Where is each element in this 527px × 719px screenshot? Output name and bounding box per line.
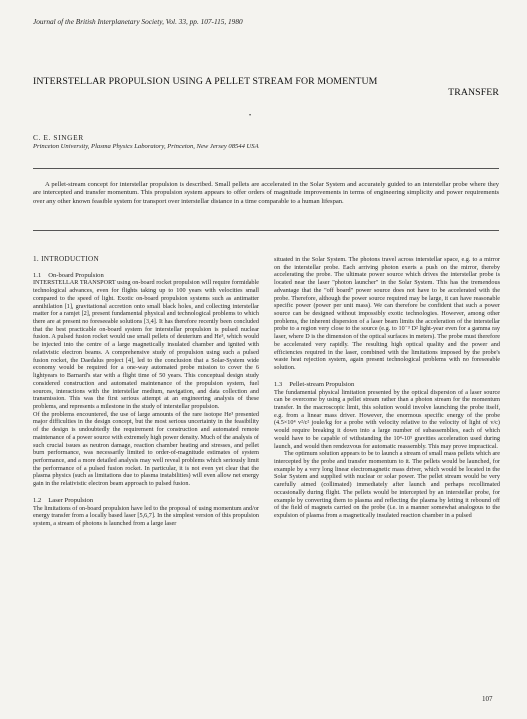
title-ornament: • [249, 113, 252, 119]
abstract-bottom-rule [33, 230, 499, 231]
subsection-heading [33, 497, 259, 505]
subsection-number: 1.3 [274, 380, 283, 388]
subsection-heading [33, 272, 259, 280]
paragraph: The fundamental physical limitation presented by the optical dispersion of a laser source can be overcome by using a pellet stream rather than a photon stream for the momentum transfer. In the macroscopic limit, this solution would involve launching the probe itself, e.g. from a linear mass driver. However, the enormous specific energy of the probe (4.5×10⁴ v²/c² joule/kg for a probe with velocity relative to the velocity of light of v/c) would require breaking it down into a large number of subassemblies, each of which would have to be capable of withstanding the 10⁴-10⁵ gravities acceleration used during launch, and would then rendezvous for automatic reassembly. This may prove impractical. [274, 388, 500, 450]
subsection-title: Laser Propulsion [48, 496, 94, 504]
left-column [33, 256, 259, 528]
journal-header: Journal of the British Interplanetary Society, Vol. 33, pp. 107-115, 1980 [33, 17, 243, 26]
subsection-number: 1.2 [33, 496, 42, 504]
title-line-1: INTERSTELLAR PROPULSION USING A PELLET STREAM FOR MOMENTUM [33, 76, 378, 87]
title-line-2: TRANSFER [448, 87, 499, 99]
abstract-top-rule [33, 168, 499, 169]
article-title [33, 76, 499, 98]
right-column [274, 256, 500, 520]
subsection-number: 1.1 [33, 271, 42, 279]
subsection-title: Pellet-stream Propulsion [289, 380, 355, 388]
paragraph: Of the problems encountered, the use of large amounts of the rare isotope He³ presented major difficulties in the design concept, but the most serious uncertainty in the feasibility of the design is undoubtedly the requirement for construction and automated remote maintenance of a power source with extremely high power density. Much of the analysis of such crucial issues as neutron damage, reaction chamber heating and stresses, and pellet burn performance, was necessarily limited to order-of-magnitude estimates of system performance, and a more detailed analysis may well reveal problems which seriously limit the performance of a pulsed fusion rocket. In particular, it is not even yet clear that the plasma physics (such as limitations due to plasma instabilities) will even allow net energy gain in the relativistic electron beam approach to pulsed fusion. [33, 410, 259, 488]
paragraph: The optimum solution appears to be to launch a stream of small mass pellets which are intercepted by the probe and transfer momentum to it. The pellets would be launched, for example by a very long linear electromagnetic mass driver, which would be located in the Solar System and supplied with nuclear or solar power. The pellet stream would be very carefully aimed (collimated) immediately after launch and perhaps recollimated occasionally during flight. The pellets would be intercepted by an interstellar probe, for example by converting them to plasma and reflecting the plasma by letting it rebound off of the field of magnets carried on the probe (i.e. in a manner somewhat analogous to the expulsion of plasma from a magnetically insulated reaction chamber in a pulsed [274, 450, 500, 519]
author-affiliation: Princeton University, Plasma Physics Laboratory, Princeton, New Jersey 08544 USA [33, 143, 259, 150]
author-name: C. E. SINGER [33, 133, 84, 142]
section-heading: 1. INTRODUCTION [33, 255, 99, 263]
abstract: A pellet-stream concept for interstellar propulsion is described. Small pellets are accelerated in the Solar System and accurately guided to an interstellar probe where they are intercepted and transfer momentum. This propulsion system appears to offer orders of magnitude improvements in terms of engineering simplicity and power requirements over any other known feasible system for transport over interstellar distance in a time comparable to a human lifespan. [33, 180, 499, 205]
paragraph: INTERSTELLAR TRANSPORT using on-board rocket propulsion will require formidable technological advances, even for flights taking up to 100 years with velocities small compared to the speed of light. Exotic on-board propulsion systems such as antimatter annihilation [1], gravitational accretion onto small black holes, and collecting interstellar matter for a ramjet [2], present fundamental physical and technological problems to which there are at present no foreseeable solutions [3,4]. It has therefore recently been concluded that the best practicable on-board system for interstellar propulsion is pulsed nuclear fusion. A pulsed fusion rocket would use small pellets of deuterium and He³, which would be injected into the centre of a large magnetically insulated chamber and ignited with relativistic electron beams. A comprehensive study of propulsion using such a pulsed fusion rocket, the Daedalus project [4], led to the conclusion that a Solar-System wide economy would be required for a one-way automated probe mission to cover the 6 lightyears to Barnard's star with a flight time of 50 years. This conceptual design study considered construction and automated maintenance of the propulsion system, fuel sources, interactions with the interstellar medium, navigation, and data collection and transmission. This was the first serious attempt at an engineering analysis of these problems, and represents a milestone in the study of interstellar propulsion. [33, 279, 259, 410]
page-number: 107 [482, 695, 493, 703]
spacer [33, 488, 259, 497]
subsection-title: On-board Propulsion [48, 271, 104, 279]
paragraph: The limitations of on-board propulsion have led to the proposal of using momentum and/or energy transfer from a locally based laser [5,6,7]. In the simplest version of this propulsion system, a stream of photons is launched from a large laser [33, 504, 259, 527]
subsection-heading [274, 381, 500, 389]
spacer [274, 372, 500, 381]
paragraph: situated in the Solar System. The photons travel across interstellar space, e.g. to a mirror on the interstellar probe. Each arriving photon exerts a push on the mirror, thereby accelerating the probe. The ultimate power source which drives the interstellar probe is located near the laser "photon launcher" in the Solar System. This has the tremendous advantage that the "off board" power source does not have to be accelerated with the probe. Therefore, although the power source required may be large, it can have reasonable specific power (power per unit mass). We can therefore be confident that such a power source can be designed without impossibly exotic technologies. However, among other problems, the inherent dispersion of a laser beam limits the acceleration of the interstellar probe to a region very close to the source (e.g. to 10⁻³ D² light-year even for a gamma ray laser, where D is the dimension of the optical surfaces in meters). The probe must therefore be accelerated very rapidly. The resulting high optical quality and the power and efficiencies required in the laser, combined with the limitations imposed by the probe's waste heat rejection system, again present technological problems with no foreseeable solution. [274, 256, 500, 372]
